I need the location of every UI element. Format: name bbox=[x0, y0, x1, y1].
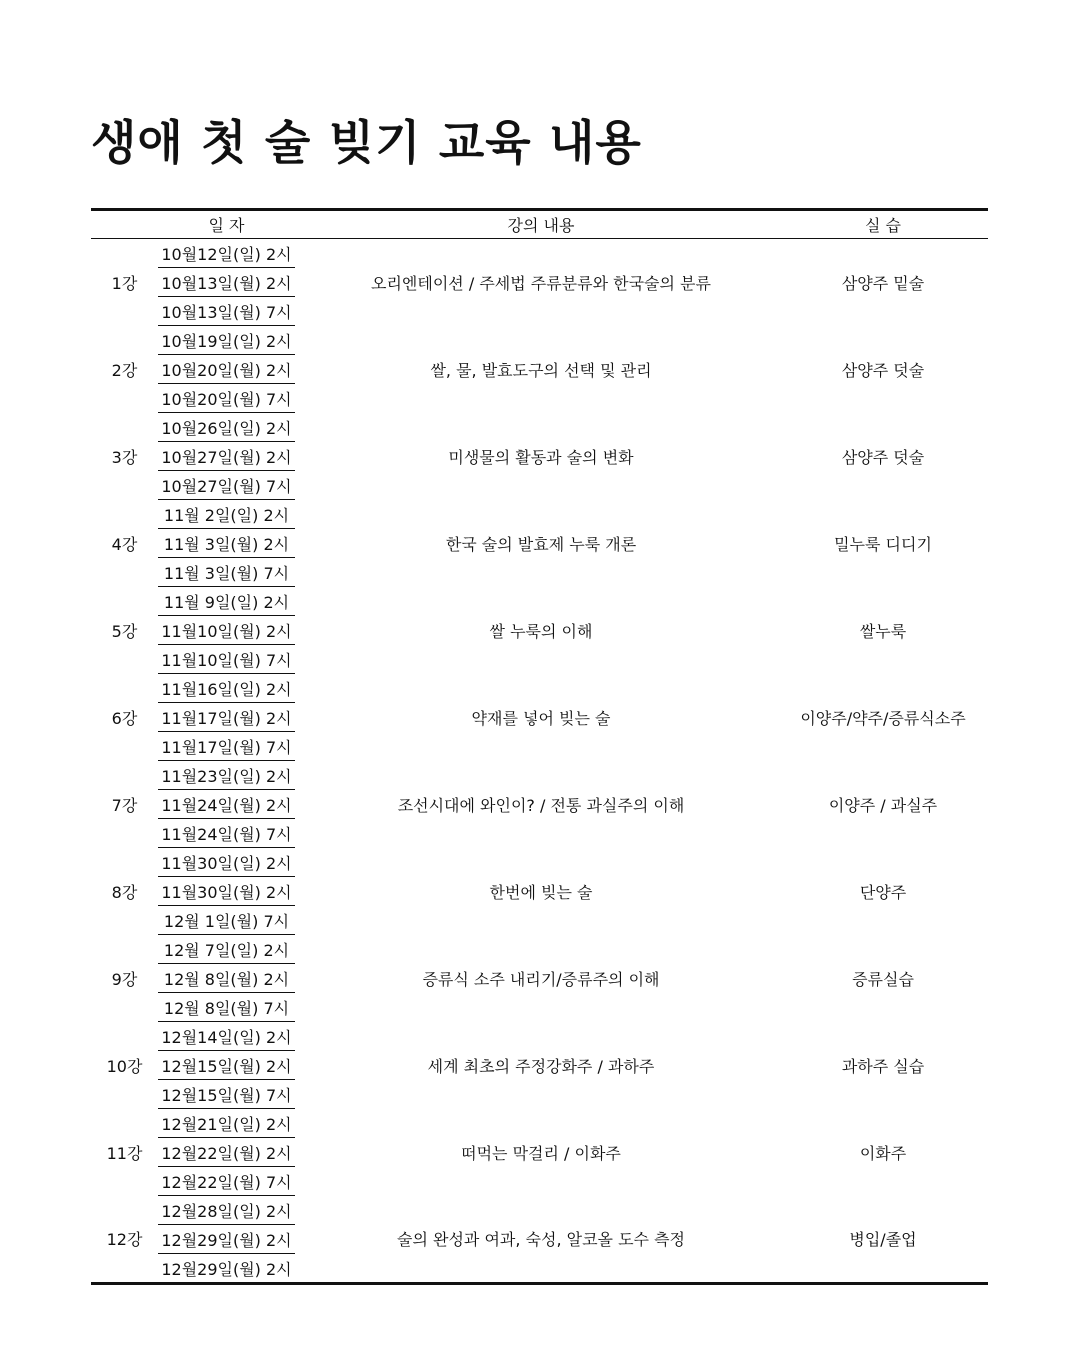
schedule-table bbox=[91, 208, 988, 1285]
gap-cell bbox=[295, 500, 304, 587]
session-date: 12월22일(월) 2시 bbox=[158, 1138, 295, 1167]
session-content: 증류식 소주 내리기/증류주의 이해 bbox=[422, 969, 660, 989]
session-date: 12월21일(일) 2시 bbox=[161, 1114, 292, 1134]
gap-cell bbox=[295, 1196, 304, 1284]
session-date: 11월30일(일) 2시 bbox=[161, 853, 292, 873]
table-row bbox=[91, 413, 988, 442]
session-date: 12월14일(일) 2시 bbox=[161, 1027, 292, 1047]
session-practice: 병입/졸업 bbox=[849, 1230, 917, 1250]
session-date: 10월12일(일) 2시 bbox=[161, 244, 292, 264]
table-row bbox=[91, 326, 988, 355]
session-date: 12월 1일(월) 7시 bbox=[158, 906, 295, 935]
table-row bbox=[91, 761, 988, 790]
table-row bbox=[91, 848, 988, 877]
session-date: 10월19일(일) 2시 bbox=[161, 331, 292, 351]
table-header bbox=[91, 210, 988, 239]
session-date: 11월10일(월) 2시 bbox=[158, 616, 295, 645]
session-content: 쌀 누룩의 이해 bbox=[489, 621, 593, 641]
session-label: 5강 bbox=[111, 621, 138, 641]
session-date: 11월16일(일) 2시 bbox=[161, 679, 292, 699]
session-date: 12월 7일(일) 2시 bbox=[163, 940, 290, 960]
session-label: 12강 bbox=[106, 1230, 143, 1250]
table-row bbox=[91, 239, 988, 268]
session-content: 한국 술의 발효제 누룩 개론 bbox=[445, 534, 637, 554]
session-content: 조선시대에 와인이? / 전통 과실주의 이해 bbox=[397, 795, 685, 815]
session-group bbox=[91, 587, 988, 674]
session-practice: 밀누룩 디디기 bbox=[834, 534, 932, 554]
session-label: 9강 bbox=[111, 969, 138, 989]
gap-cell bbox=[295, 1109, 304, 1196]
session-content: 쌀, 물, 발효도구의 선택 및 관리 bbox=[430, 360, 652, 380]
session-label: 4강 bbox=[111, 534, 138, 554]
session-date: 12월 8일(월) 2시 bbox=[158, 964, 295, 993]
session-date: 11월24일(월) 2시 bbox=[158, 790, 295, 819]
session-date: 10월13일(월) 2시 bbox=[158, 268, 295, 297]
session-date: 12월28일(일) 2시 bbox=[161, 1201, 292, 1221]
gap-cell bbox=[295, 848, 304, 935]
session-content: 술의 완성과 여과, 숙성, 알코올 도수 측정 bbox=[397, 1230, 685, 1250]
session-date: 11월17일(월) 2시 bbox=[158, 703, 295, 732]
session-label: 8강 bbox=[111, 882, 138, 902]
session-group bbox=[91, 413, 988, 500]
session-group bbox=[91, 674, 988, 761]
table-row bbox=[91, 1196, 988, 1225]
session-date: 11월 3일(월) 2시 bbox=[158, 529, 295, 558]
session-date: 10월27일(월) 7시 bbox=[158, 471, 295, 500]
session-practice: 단양주 bbox=[859, 882, 907, 902]
session-date: 11월30일(월) 2시 bbox=[158, 877, 295, 906]
session-label: 1강 bbox=[111, 273, 138, 293]
session-date: 10월26일(일) 2시 bbox=[161, 418, 292, 438]
session-practice: 증류실습 bbox=[852, 969, 914, 989]
session-date: 11월 2일(일) 2시 bbox=[163, 505, 290, 525]
gap-cell bbox=[295, 587, 304, 674]
table-row bbox=[91, 674, 988, 703]
session-practice: 이화주 bbox=[859, 1143, 907, 1163]
session-practice: 삼양주 덧술 bbox=[841, 447, 925, 467]
session-content: 약재를 넣어 빚는 술 bbox=[471, 708, 611, 728]
session-practice: 이양주/약주/증류식소주 bbox=[800, 708, 966, 728]
header-session bbox=[91, 210, 158, 239]
session-date: 11월24일(월) 7시 bbox=[158, 819, 295, 848]
session-practice: 과하주 실습 bbox=[841, 1056, 925, 1076]
session-group bbox=[91, 935, 988, 1022]
session-group bbox=[91, 1109, 988, 1196]
session-group bbox=[91, 239, 988, 326]
session-content: 오리엔테이션 / 주세법 주류분류와 한국술의 분류 bbox=[371, 273, 711, 293]
page-title: 생애 첫 술 빚기 교육 내용 bbox=[91, 116, 642, 171]
session-label: 11강 bbox=[106, 1143, 143, 1163]
session-date: 11월23일(일) 2시 bbox=[161, 766, 292, 786]
gap-cell bbox=[295, 326, 304, 413]
header-content: 강의 내용 bbox=[304, 210, 778, 239]
header-practice: 실 습 bbox=[778, 210, 988, 239]
session-group bbox=[91, 848, 988, 935]
session-date: 11월10일(월) 7시 bbox=[158, 645, 295, 674]
session-date: 10월20일(월) 7시 bbox=[158, 384, 295, 413]
table-row bbox=[91, 587, 988, 616]
session-date: 12월29일(월) 2시 bbox=[158, 1225, 295, 1254]
session-label: 3강 bbox=[111, 447, 138, 467]
session-group bbox=[91, 326, 988, 413]
session-date: 12월 8일(월) 7시 bbox=[158, 993, 295, 1022]
session-content: 세계 최초의 주정강화주 / 과하주 bbox=[427, 1056, 655, 1076]
gap-cell bbox=[295, 674, 304, 761]
session-practice: 삼양주 밑술 bbox=[841, 273, 925, 293]
session-date: 10월13일(월) 7시 bbox=[158, 297, 295, 326]
session-date: 11월 9일(일) 2시 bbox=[163, 592, 290, 612]
session-label: 7강 bbox=[111, 795, 138, 815]
session-content: 한번에 빚는 술 bbox=[489, 882, 593, 902]
table-row bbox=[91, 1022, 988, 1051]
session-group bbox=[91, 1196, 988, 1284]
session-date: 12월29일(월) 2시 bbox=[158, 1254, 295, 1284]
session-date: 10월20일(월) 2시 bbox=[158, 355, 295, 384]
session-date: 11월17일(월) 7시 bbox=[158, 732, 295, 761]
gap-cell bbox=[295, 239, 304, 326]
gap-cell bbox=[295, 935, 304, 1022]
header-gap bbox=[295, 210, 304, 239]
table-row bbox=[91, 500, 988, 529]
session-group bbox=[91, 500, 988, 587]
session-label: 6강 bbox=[111, 708, 138, 728]
table-row bbox=[91, 935, 988, 964]
session-date: 11월 3일(월) 7시 bbox=[158, 558, 295, 587]
table-row bbox=[91, 1109, 988, 1138]
gap-cell bbox=[295, 1022, 304, 1109]
session-content: 떠먹는 막걸리 / 이화주 bbox=[461, 1143, 621, 1163]
session-practice: 쌀누룩 bbox=[859, 621, 907, 641]
session-group bbox=[91, 761, 988, 848]
session-date: 10월27일(월) 2시 bbox=[158, 442, 295, 471]
session-content: 미생물의 활동과 술의 변화 bbox=[448, 447, 634, 467]
session-practice: 삼양주 덧술 bbox=[841, 360, 925, 380]
session-practice: 이양주 / 과실주 bbox=[828, 795, 938, 815]
header-date: 일 자 bbox=[158, 210, 295, 239]
session-group bbox=[91, 1022, 988, 1109]
session-label: 2강 bbox=[111, 360, 138, 380]
session-date: 12월15일(월) 7시 bbox=[158, 1080, 295, 1109]
gap-cell bbox=[295, 413, 304, 500]
gap-cell bbox=[295, 761, 304, 848]
session-label: 10강 bbox=[106, 1056, 143, 1076]
session-date: 12월22일(월) 7시 bbox=[158, 1167, 295, 1196]
session-date: 12월15일(월) 2시 bbox=[158, 1051, 295, 1080]
